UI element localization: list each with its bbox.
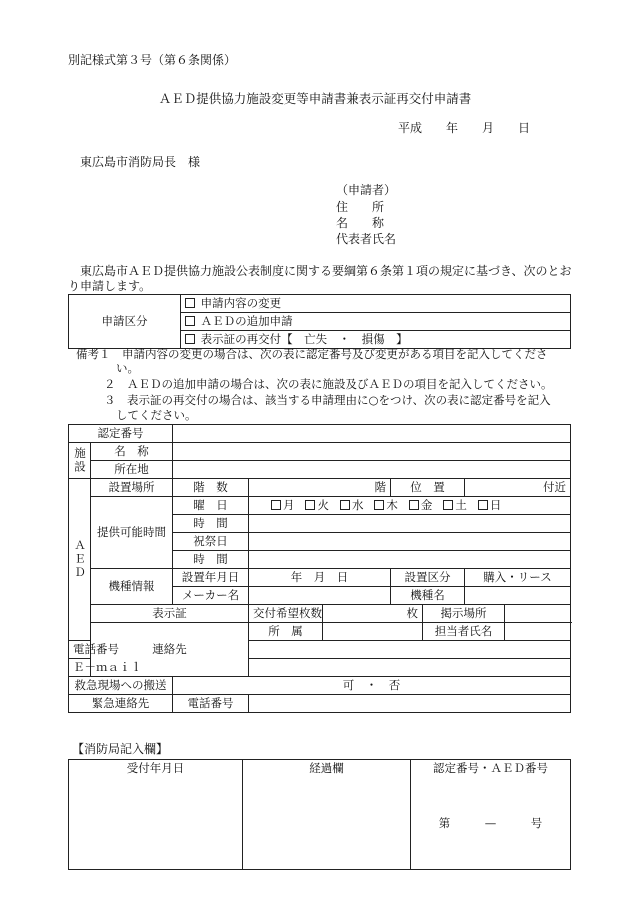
- install-place-label: 設置場所: [91, 479, 173, 497]
- option-add-aed[interactable]: ＡＥＤの追加申請: [181, 313, 571, 331]
- checkbox-icon[interactable]: [340, 500, 350, 510]
- facility-name-field[interactable]: [173, 443, 571, 461]
- name-label: 名 称: [336, 216, 385, 230]
- model-info-label: 機種情報: [91, 569, 173, 605]
- applicant-heading: （申請者）: [336, 183, 397, 197]
- time-field-1[interactable]: [249, 515, 571, 533]
- checkbox-icon[interactable]: [374, 500, 384, 510]
- display-place-label: 掲示場所: [423, 605, 505, 623]
- day-wed[interactable]: 水: [340, 498, 364, 512]
- emergency-label: 緊急連絡先: [69, 695, 173, 713]
- person-label: 担当者氏名: [423, 623, 505, 641]
- emergency-phone-label: 電話番号: [173, 695, 249, 713]
- application-form: 別記様式第３号（第６条関係） ＡＥＤ提供協力施設変更等申請書兼表示証再交付申請書 平成 年 月 日 東広島市消防局長 様 （申請者） 住 所 名 称 代表者氏名 東広島市ＡＥＤ提供協力施設公表制度に関する要綱第６条第１項の規定に基づき、次のとお り申請します。 申請区分 申請内容の変更 ＡＥＤの追加申請 表示証の再交付【 亡失 ・ 損傷 】 備考１ 申請内容の変更の場合は、次の表に認定番号及び変更がある項目を記入してくださ い。 ２ ＡＥＤの追加申請の場合は、次の表に施設及びＡＥＤの項目を記入してください。 ３ 表示証の再交付の場合は、該当する申請理由に○をつけ、次の表に認定番号を記入 してください。 認定番号 施設 名 称 所在地 ＡＥＤ 設置場所 階 数 階 位 置 付近 提供可能時間 曜 日 月 火 水 木 金 土 日 時 間 祝祭日 時 間 機種情報 設置年月日 年 月 日 設置区分 購入・リース メーカー名 機種名 表示証 交付希望枚数 枚 掲示場所 連絡先 所 属 担当者氏名 電話番号 Ｅ－ｍａｉｌ 救急現場への搬送 可 ・ 否 緊急連絡先 電話番号 【消防局記入欄】 受付年月日 経過欄 認定番号・ＡＥＤ番号 第 — 号: [0, 0, 630, 915]
- checkbox-icon[interactable]: [478, 500, 488, 510]
- maker-label: メーカー名: [173, 587, 249, 605]
- person-field[interactable]: [505, 623, 571, 641]
- intro-line-2: り申請します。: [68, 279, 152, 293]
- request-type-table: [68, 294, 571, 349]
- checkbox-icon[interactable]: [185, 334, 195, 344]
- dept-label: 所 属: [249, 623, 323, 641]
- weekday-options[interactable]: [249, 497, 571, 515]
- facility-aed-table: [68, 424, 571, 713]
- office-table: [68, 759, 571, 870]
- model-name-label: 機種名: [391, 587, 465, 605]
- addressee: 東広島市消防局長 様: [80, 155, 201, 169]
- install-type-label: 設置区分: [391, 569, 465, 587]
- request-type-label: 申請区分: [69, 295, 181, 349]
- cert-number-label: 認定番号: [69, 425, 173, 443]
- facility-label: 施設: [69, 443, 91, 479]
- floor-field[interactable]: 階: [249, 479, 391, 497]
- floor-count-label: 階 数: [173, 479, 249, 497]
- representative-label: 代表者氏名: [336, 232, 397, 246]
- checkbox-icon[interactable]: [409, 500, 419, 510]
- date-line[interactable]: 平成 年 月 日: [398, 121, 531, 135]
- badge-count-label: 交付希望枚数: [249, 605, 323, 623]
- dept-field[interactable]: [323, 623, 423, 641]
- location-field[interactable]: [173, 461, 571, 479]
- day-sat[interactable]: 土: [443, 498, 467, 512]
- emergency-phone-field[interactable]: [249, 695, 571, 713]
- position-label: 位 置: [391, 479, 465, 497]
- cert-number-field[interactable]: [173, 425, 571, 443]
- checkbox-icon[interactable]: [185, 298, 195, 308]
- address-label: 住 所: [336, 200, 385, 214]
- option-change[interactable]: 申請内容の変更: [181, 295, 571, 313]
- install-type-field[interactable]: 購入・リース: [465, 569, 571, 587]
- intro-line-1: 東広島市ＡＥＤ提供協力施設公表制度に関する要綱第６条第１項の規定に基づき、次のとお: [80, 264, 572, 278]
- received-date-field[interactable]: [69, 777, 243, 870]
- progress-field[interactable]: [243, 777, 411, 870]
- maker-field[interactable]: [249, 587, 391, 605]
- weekday-label: 曜 日: [173, 497, 249, 515]
- time-label-1: 時 間: [173, 515, 249, 533]
- phone-field[interactable]: [249, 641, 571, 659]
- day-fri[interactable]: 金: [409, 498, 433, 512]
- transport-label: 救急現場への搬送: [69, 677, 173, 695]
- checkbox-icon[interactable]: [305, 500, 315, 510]
- holiday-label: 祝祭日: [173, 533, 249, 551]
- day-tue[interactable]: 火: [305, 498, 329, 512]
- form-title: ＡＥＤ提供協力施設変更等申請書兼表示証再交付申請書: [158, 91, 472, 106]
- option-reissue[interactable]: 表示証の再交付【 亡失 ・ 損傷 】: [181, 331, 571, 349]
- install-date-label: 設置年月日: [173, 569, 249, 587]
- facility-name-label: 名 称: [91, 443, 173, 461]
- checkbox-icon[interactable]: [443, 500, 453, 510]
- time-label-2: 時 間: [173, 551, 249, 569]
- hours-label: 提供可能時間: [91, 497, 173, 569]
- day-sun[interactable]: 日: [478, 498, 502, 512]
- location-label: 所在地: [91, 461, 173, 479]
- cert-aed-number-label: 認定番号・ＡＥＤ番号: [411, 760, 571, 778]
- transport-field[interactable]: 可 ・ 否: [173, 677, 571, 695]
- form-number: 別記様式第３号（第６条関係）: [68, 53, 237, 67]
- checkbox-icon[interactable]: [185, 316, 195, 326]
- day-mon[interactable]: 月: [271, 498, 295, 512]
- install-date-field[interactable]: 年 月 日: [249, 569, 391, 587]
- email-field[interactable]: [249, 659, 571, 677]
- office-heading: 【消防局記入欄】: [72, 742, 169, 756]
- time-field-2[interactable]: [249, 551, 571, 569]
- holiday-field[interactable]: [249, 533, 571, 551]
- model-name-field[interactable]: [465, 587, 571, 605]
- progress-label: 経過欄: [243, 760, 411, 778]
- aed-label: ＡＥＤ: [69, 479, 91, 641]
- day-thu[interactable]: 木: [374, 498, 398, 512]
- email-label: Ｅ－ｍａｉｌ: [69, 659, 91, 677]
- nearby-field[interactable]: 付近: [465, 479, 571, 497]
- badge-label: 表示証: [91, 605, 249, 623]
- phone-label: 電話番号: [69, 641, 91, 659]
- received-date-label: 受付年月日: [69, 760, 243, 778]
- display-place-field[interactable]: [505, 605, 571, 623]
- checkbox-icon[interactable]: [271, 500, 281, 510]
- contact-label: 連絡先: [91, 623, 249, 677]
- badge-count-field[interactable]: 枚: [323, 605, 423, 623]
- cert-aed-number-field[interactable]: 第 — 号: [411, 777, 571, 870]
